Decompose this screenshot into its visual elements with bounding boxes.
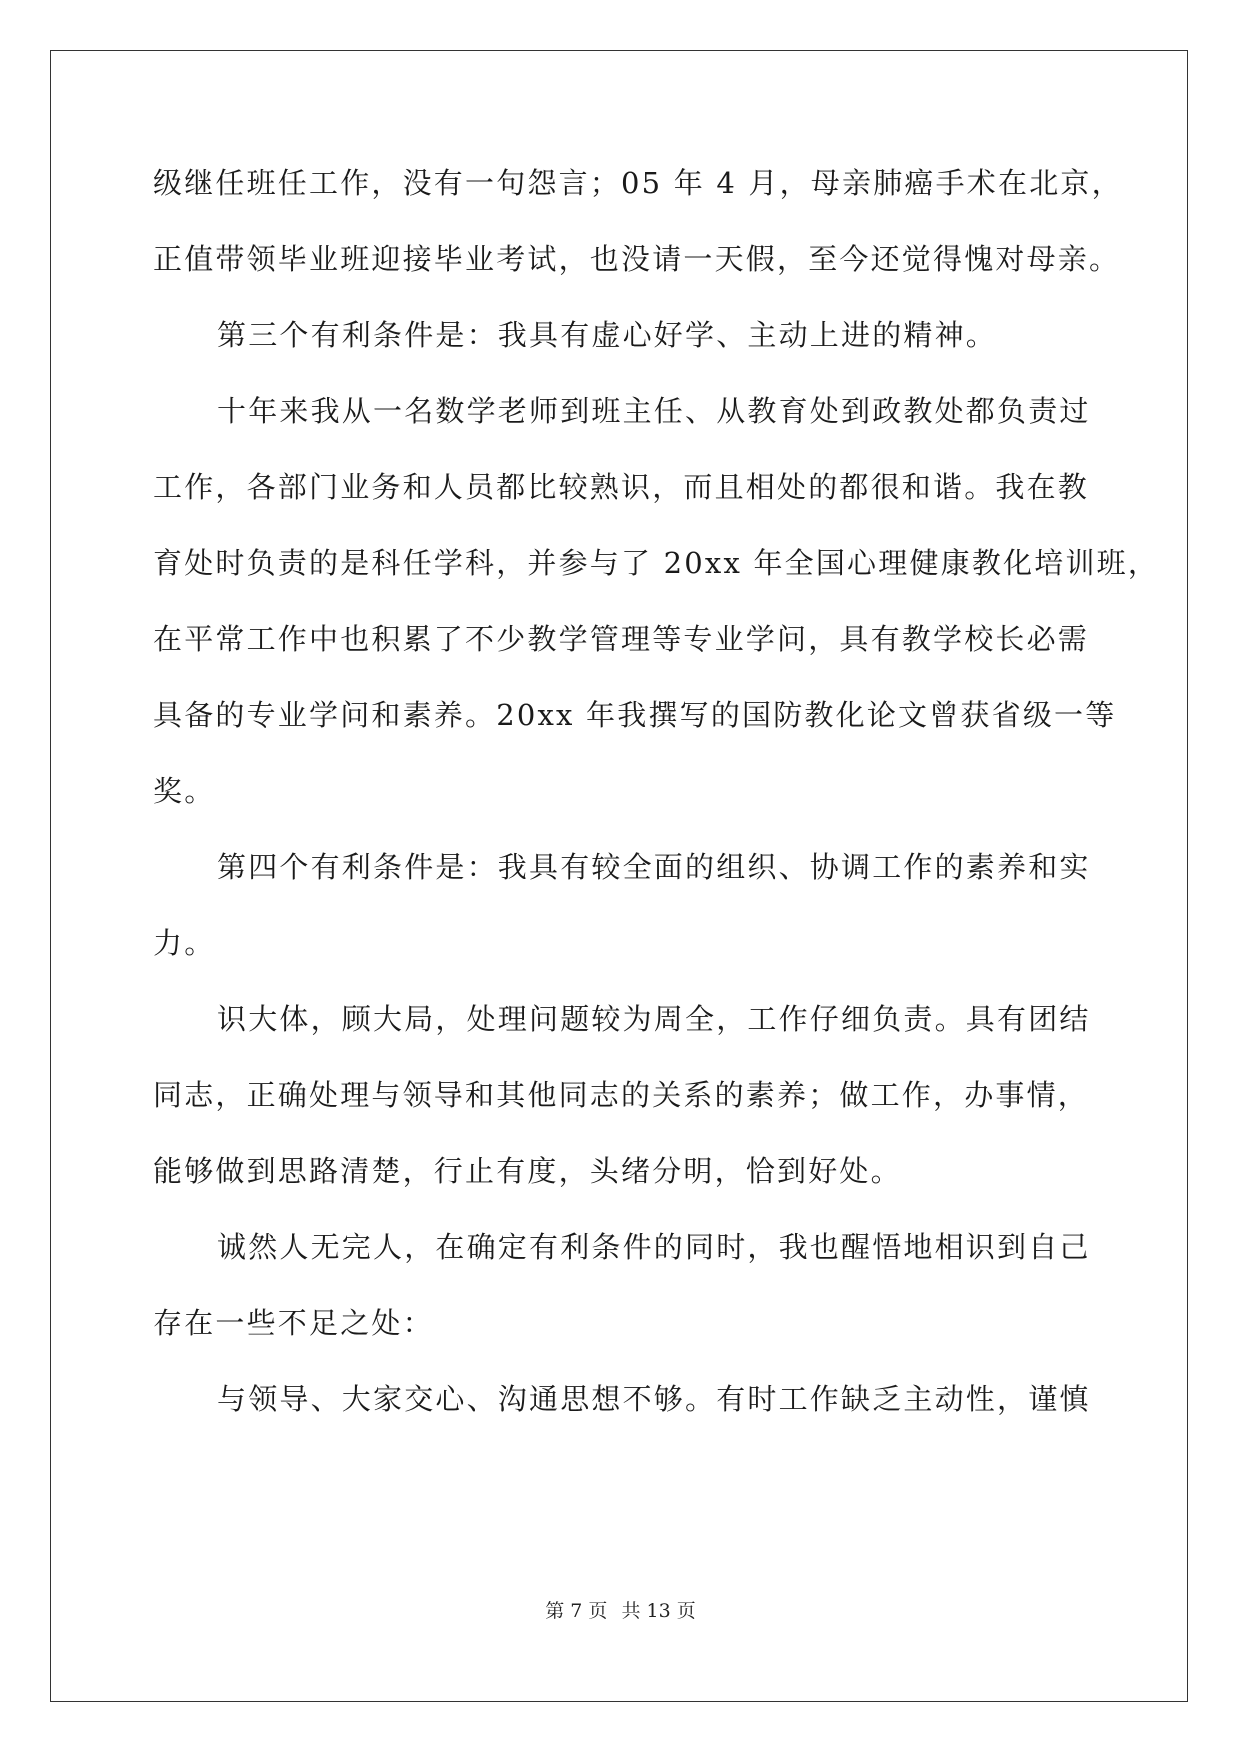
text-line-1: 级继任班任工作，没有一句怨言；05 年 4 月，母亲肺癌手术在北京， [153,166,1123,200]
text-line-17: 与领导、大家交心、沟通思想不够。有时工作缺乏主动性，谨慎 [217,1382,1091,1416]
text-line-14: 能够做到思路清楚，行止有度，头绪分明，恰到好处。 [153,1154,902,1188]
text-line-15: 诚然人无完人，在确定有利条件的同时，我也醒悟地相识到自己 [217,1230,1091,1264]
page-footer [0,1596,1241,1623]
page-number: 第 7 页 [545,1600,608,1622]
page-total: 共 13 页 [621,1600,696,1622]
document-body [153,162,1160,1454]
text-line-12: 识大体，顾大局，处理问题较为周全，工作仔细负责。具有团结 [217,1002,1091,1036]
text-line-11: 力。 [153,926,216,960]
text-line-16: 存在一些不足之处： [153,1306,434,1340]
text-line-7: 在平常工作中也积累了不少教学管理等专业学问，具有教学校长必需 [153,622,1090,656]
text-line-10: 第四个有利条件是：我具有较全面的组织、协调工作的素养和实 [217,850,1091,884]
text-line-2: 正值带领毕业班迎接毕业考试，也没请一天假，至今还觉得愧对母亲。 [153,242,1121,276]
text-line-13: 同志，正确处理与领导和其他同志的关系的素养；做工作，办事情， [153,1078,1090,1112]
text-line-9: 奖。 [153,774,216,808]
text-line-5: 工作，各部门业务和人员都比较熟识，而且相处的都很和谐。我在教 [153,470,1090,504]
text-line-3: 第三个有利条件是：我具有虚心好学、主动上进的精神。 [217,318,998,352]
text-line-8: 具备的专业学问和素养。20xx 年我撰写的国防教化论文曾获省级一等 [153,698,1117,732]
text-line-4: 十年来我从一名数学老师到班主任、从教育处到政教处都负责过 [217,394,1091,428]
text-line-6: 育处时负责的是科任学科，并参与了 20xx 年全国心理健康教化培训班， [153,546,1160,580]
